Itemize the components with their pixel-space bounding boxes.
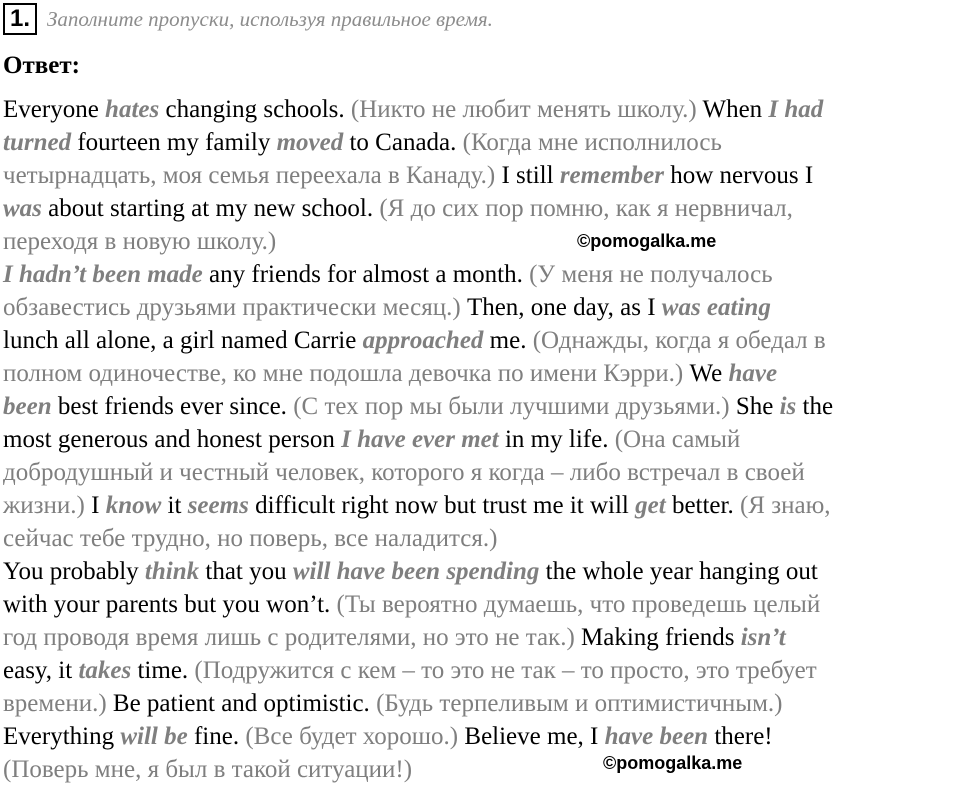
verb-answer: know [105,492,162,519]
task-number-box: 1. [3,3,37,35]
answer-text [3,93,960,786]
english-text: I [84,492,106,519]
translation-text: (Подружится с кем – то это не так – то просто, это требует [194,657,817,684]
english-text: Then, one day, as I [460,294,662,321]
verb-answer: moved [276,129,344,156]
text-line [3,588,960,621]
translation-text: год проводя время лишь с родителями, но это не так.) [3,624,575,651]
watermark: ©pomogalka.me [603,753,743,773]
translation-text: (Никто не любит менять школу.) [350,96,697,123]
text-line [3,753,960,786]
text-line [3,357,960,390]
verb-answer: think [144,558,200,585]
english-text: We [683,360,729,387]
text-line [3,159,960,192]
english-text: She [729,393,780,420]
verb-answer: seems [187,492,249,519]
english-text: I still [495,162,560,189]
english-text: Everyone [3,96,106,123]
watermark: ©pomogalka.me [577,231,717,251]
translation-text: (Я знаю, [739,492,831,519]
english-text: fourteen my family [71,129,277,156]
verb-answer: was eating [661,294,771,321]
verb-answer: turned [3,129,72,156]
translation-text: переходя в новую школу.) [3,228,277,255]
verb-answer: have been [604,723,709,750]
verb-answer: will be [120,723,188,750]
verb-answer: have [728,360,778,387]
translation-text: сейчас тебе трудно, но поверь, все наладится.) [3,525,498,552]
translation-text: (У меня не получалось [529,261,773,288]
text-line [3,390,960,423]
answer-label: Ответ: [3,52,80,79]
text-line [3,555,960,588]
verb-answer: isn’t [740,624,786,651]
english-text: changing schools. [159,96,351,123]
translation-text: (С тех пор мы были лучшими друзьями.) [293,393,730,420]
english-text: Be patient and optimistic. [106,690,377,717]
text-line [3,621,960,654]
text-line [3,324,960,357]
verb-answer: I hadn’t been made [3,261,203,288]
text-line [3,720,960,753]
text-line [3,687,960,720]
english-text: the [796,393,834,420]
text-line [3,456,960,489]
translation-text: (Когда мне исполнилось [462,129,722,156]
verb-answer: I have ever met [341,426,499,453]
english-text: the whole year hanging out [539,558,818,585]
task-header [3,3,493,35]
english-text: Making friends [574,624,741,651]
english-text: Everything [3,723,121,750]
english-text: how nervous I [663,162,814,189]
translation-text: четырнадцать, моя семья переехала в Канаду.) [3,162,496,189]
english-text: When [696,96,769,123]
text-line [3,192,960,225]
task-instruction: Заполните пропуски, используя правильное время. [47,6,493,31]
english-text: in my life. [498,426,615,453]
english-text: better. [665,492,740,519]
text-line [3,126,960,159]
english-text: You probably [3,558,145,585]
verb-answer: approached [362,327,484,354]
text-line [3,225,960,258]
english-text: with your parents but you won’t. [3,591,337,618]
translation-text: (Поверь мне, я был в такой ситуации!) [3,756,413,783]
english-text: to Canada. [343,129,463,156]
translation-text: (Все будет хорошо.) [245,723,459,750]
translation-text: (Будь терпеливым и оптимистичным.) [376,690,783,717]
translation-text: времени.) [3,690,107,717]
verb-answer: hates [105,96,160,123]
english-text: easy, it [3,657,79,684]
verb-answer: been [3,393,52,420]
text-line [3,654,960,687]
english-text: about starting at my new school. [41,195,380,222]
verb-answer: remember [559,162,664,189]
english-text: lunch all alone, a girl named Carrie [3,327,363,354]
translation-text: полном одиночестве, ко мне подошла девочка по имени Кэрри.) [3,360,684,387]
english-text: time. [131,657,195,684]
english-text: most generous and honest person [3,426,342,453]
translation-text: обзавестись друзьями практически месяц.) [3,294,461,321]
english-text: it [161,492,188,519]
english-text: there! [708,723,773,750]
english-text: me. [483,327,533,354]
translation-text: жизни.) [3,492,85,519]
text-line [3,258,960,291]
english-text: best friends ever since. [51,393,294,420]
translation-text: (Я до сих пор помню, как я нервничал, [379,195,793,222]
text-line [3,489,960,522]
verb-answer: I had [768,96,824,123]
verb-answer: is [779,393,797,420]
text-line [3,423,960,456]
verb-answer: was [3,195,42,222]
english-text: fine. [187,723,246,750]
verb-answer: get [635,492,666,519]
translation-text: (Ты вероятно думаешь, что проведешь целый [336,591,821,618]
english-text: Believe me, I [458,723,605,750]
text-line [3,93,960,126]
verb-answer: takes [78,657,132,684]
english-text: that you [199,558,293,585]
text-line [3,291,960,324]
translation-text: (Она самый [614,426,741,453]
english-text: any friends for almost a month. [202,261,530,288]
verb-answer: will have been spending [292,558,540,585]
translation-text: (Однажды, когда я обедал в [532,327,826,354]
translation-text: добродушный и честный человек, которого я когда – либо встречал в своей [3,459,805,486]
text-line [3,522,960,555]
english-text: difficult right now but trust me it will [248,492,636,519]
